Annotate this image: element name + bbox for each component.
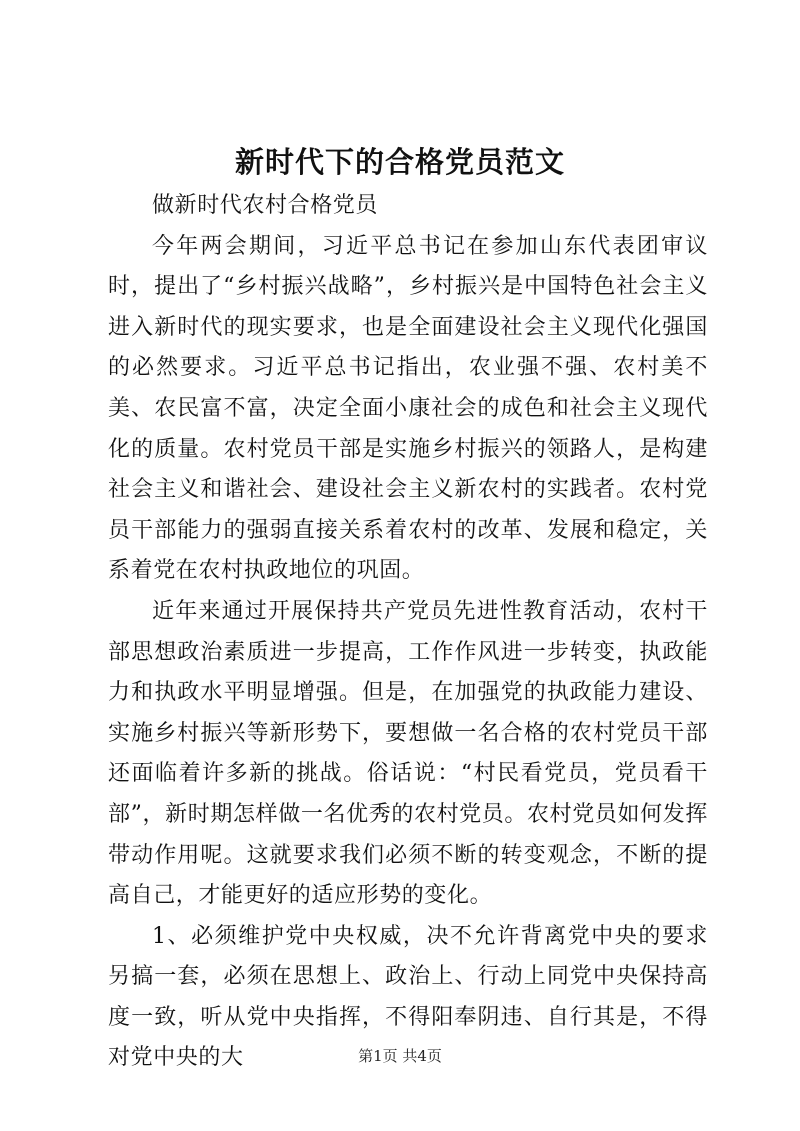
- page-footer: 第1页 共4页: [358, 1047, 442, 1065]
- document-title: 新时代下的合格党员范文: [234, 145, 565, 179]
- paragraph-3: 1、必须维护党中央权威，决不允许背离党中央的要求另搞一套，必须在思想上、政治上、行动上同党中央保持高度一致，听从党中央指挥，不得阳奉阴违、自行其是，不得对党中央的大: [108, 923, 708, 1071]
- document-body: [108, 186, 708, 1079]
- document-subtitle: 做新时代农村合格党员: [152, 193, 379, 218]
- paragraph-2: 近年来通过开展保持共产党员先进性教育活动，农村干部思想政治素质进一步提高，工作作风进一步转变，执政能力和执政水平明显增强。但是，在加强党的执政能力建设、实施乡村振兴等新形势下，要想做一名合格的农村党员干部还面临着许多新的挑战。俗话说：“村民看党员，党员看干部”，新时期怎样做一名优秀的农村党员。农村党员如何发挥带动作用呢。这就要求我们必须不断的转变观念，不断的提高自己，才能更好的适应形势的变化。: [108, 598, 708, 909]
- paragraph-1: 今年两会期间，习近平总书记在参加山东代表团审议时，提出了“乡村振兴战略”，乡村振兴是中国特色社会主义进入新时代的现实要求，也是全面建设社会主义现代化强国的必然要求。习近平总书记指出，农业强不强、农村美不美、农民富不富，决定全面小康社会的成色和社会主义现代化的质量。农村党员干部是实施乡村振兴的领路人，是构建社会主义和谐社会、建设社会主义新农村的实践者。农村党员干部能力的强弱直接关系着农村的改革、发展和稳定，关系着党在农村执政地位的巩固。: [108, 233, 708, 584]
